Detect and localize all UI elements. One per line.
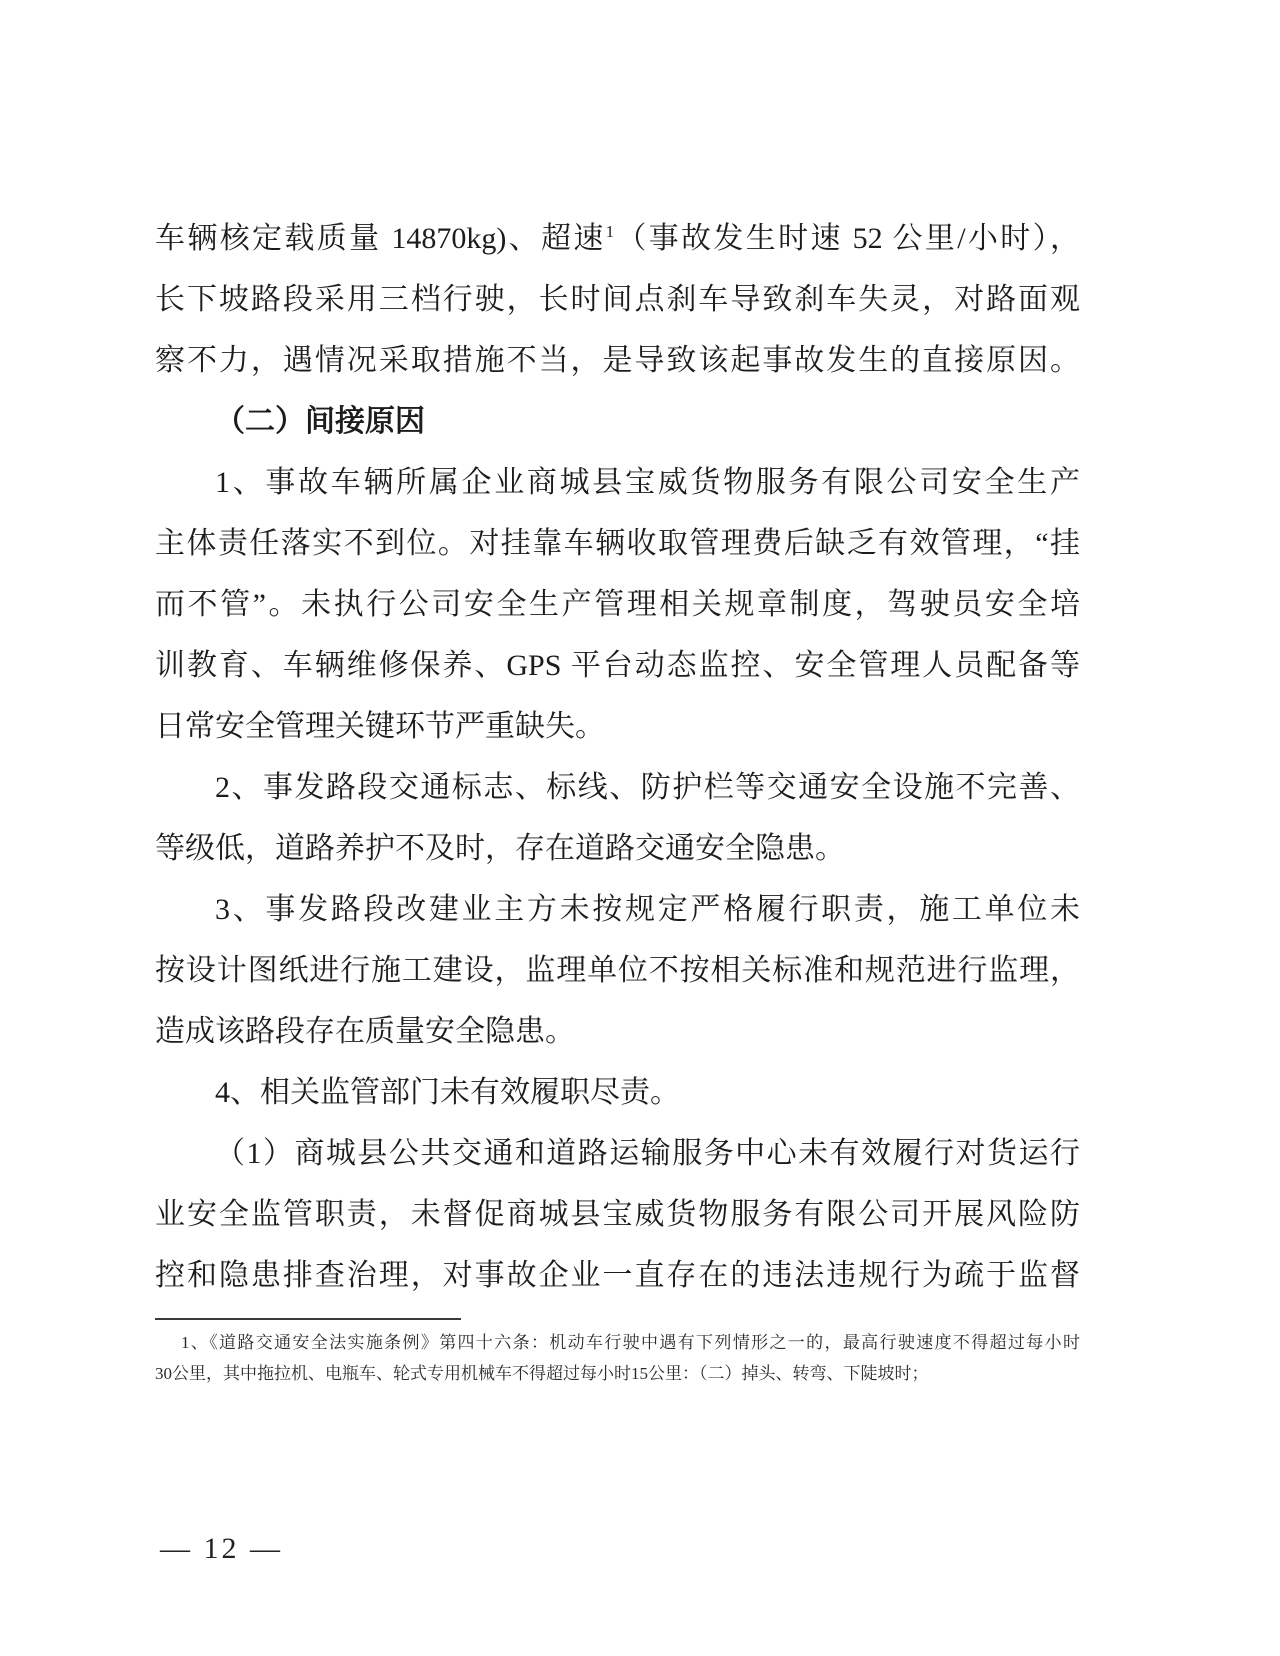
body-line: 控和隐患排查治理，对事故企业一直存在的违法违规行为疏于监督 [155, 1259, 1080, 1292]
body-line: 按设计图纸进行施工建设，监理单位不按相关标准和规范进行监理， [155, 954, 1080, 987]
footnote [155, 1327, 1080, 1389]
body-text: 车辆核定载质量 14870kg)、超速 [155, 222, 606, 255]
footnote-line: 1、《道路交通安全法实施条例》第四十六条：机动车行驶中遇有下列情形之一的，最高行驶速度不得超过每小时 [181, 1333, 1080, 1352]
body-line: 4、相关监管部门未有效履职尽责。 [215, 1076, 680, 1109]
body-text: （事故发生时速 52 公里/小时）， [614, 222, 1080, 255]
page-number: — 12 — [160, 1532, 283, 1565]
document-body [155, 208, 1080, 1306]
body-line: 察不力，遇情况采取措施不当，是导致该起事故发生的直接原因。 [155, 344, 1080, 377]
body-line: 2、事发路段交通标志、标线、防护栏等交通安全设施不完善、 [215, 771, 1080, 804]
body-line: 3、事发路段改建业主方未按规定严格履行职责，施工单位未 [215, 893, 1080, 926]
body-line: 而不管”。未执行公司安全生产管理相关规章制度，驾驶员安全培 [155, 588, 1080, 621]
body-line: 主体责任落实不到位。对挂靠车辆收取管理费后缺乏有效管理，“挂 [155, 527, 1080, 560]
body-line: 1、事故车辆所属企业商城县宝威货物服务有限公司安全生产 [215, 466, 1080, 499]
body-line: 长下坡路段采用三档行驶，长时间点刹车导致刹车失灵，对路面观 [155, 283, 1080, 316]
section-heading-indirect-causes: （二）间接原因 [215, 405, 425, 438]
body-line: 训教育、车辆维修保养、GPS 平台动态监控、安全管理人员配备等 [155, 649, 1080, 682]
footnote-line: 30公里，其中拖拉机、电瓶车、轮式专用机械车不得超过每小时15公里：（二）掉头、转弯、下陡坡时； [155, 1364, 929, 1383]
body-line: 业安全监管职责，未督促商城县宝威货物服务有限公司开展风险防 [155, 1198, 1080, 1231]
footnote-reference-1: 1 [605, 222, 614, 241]
body-line [155, 208, 1080, 269]
body-line: （1）商城县公共交通和道路运输服务中心未有效履行对货运行 [215, 1137, 1080, 1170]
body-line: 等级低，道路养护不及时，存在道路交通安全隐患。 [155, 832, 845, 865]
footnote-separator [155, 1318, 461, 1320]
body-line: 造成该路段存在质量安全隐患。 [155, 1015, 575, 1048]
body-line: 日常安全管理关键环节严重缺失。 [155, 710, 605, 743]
